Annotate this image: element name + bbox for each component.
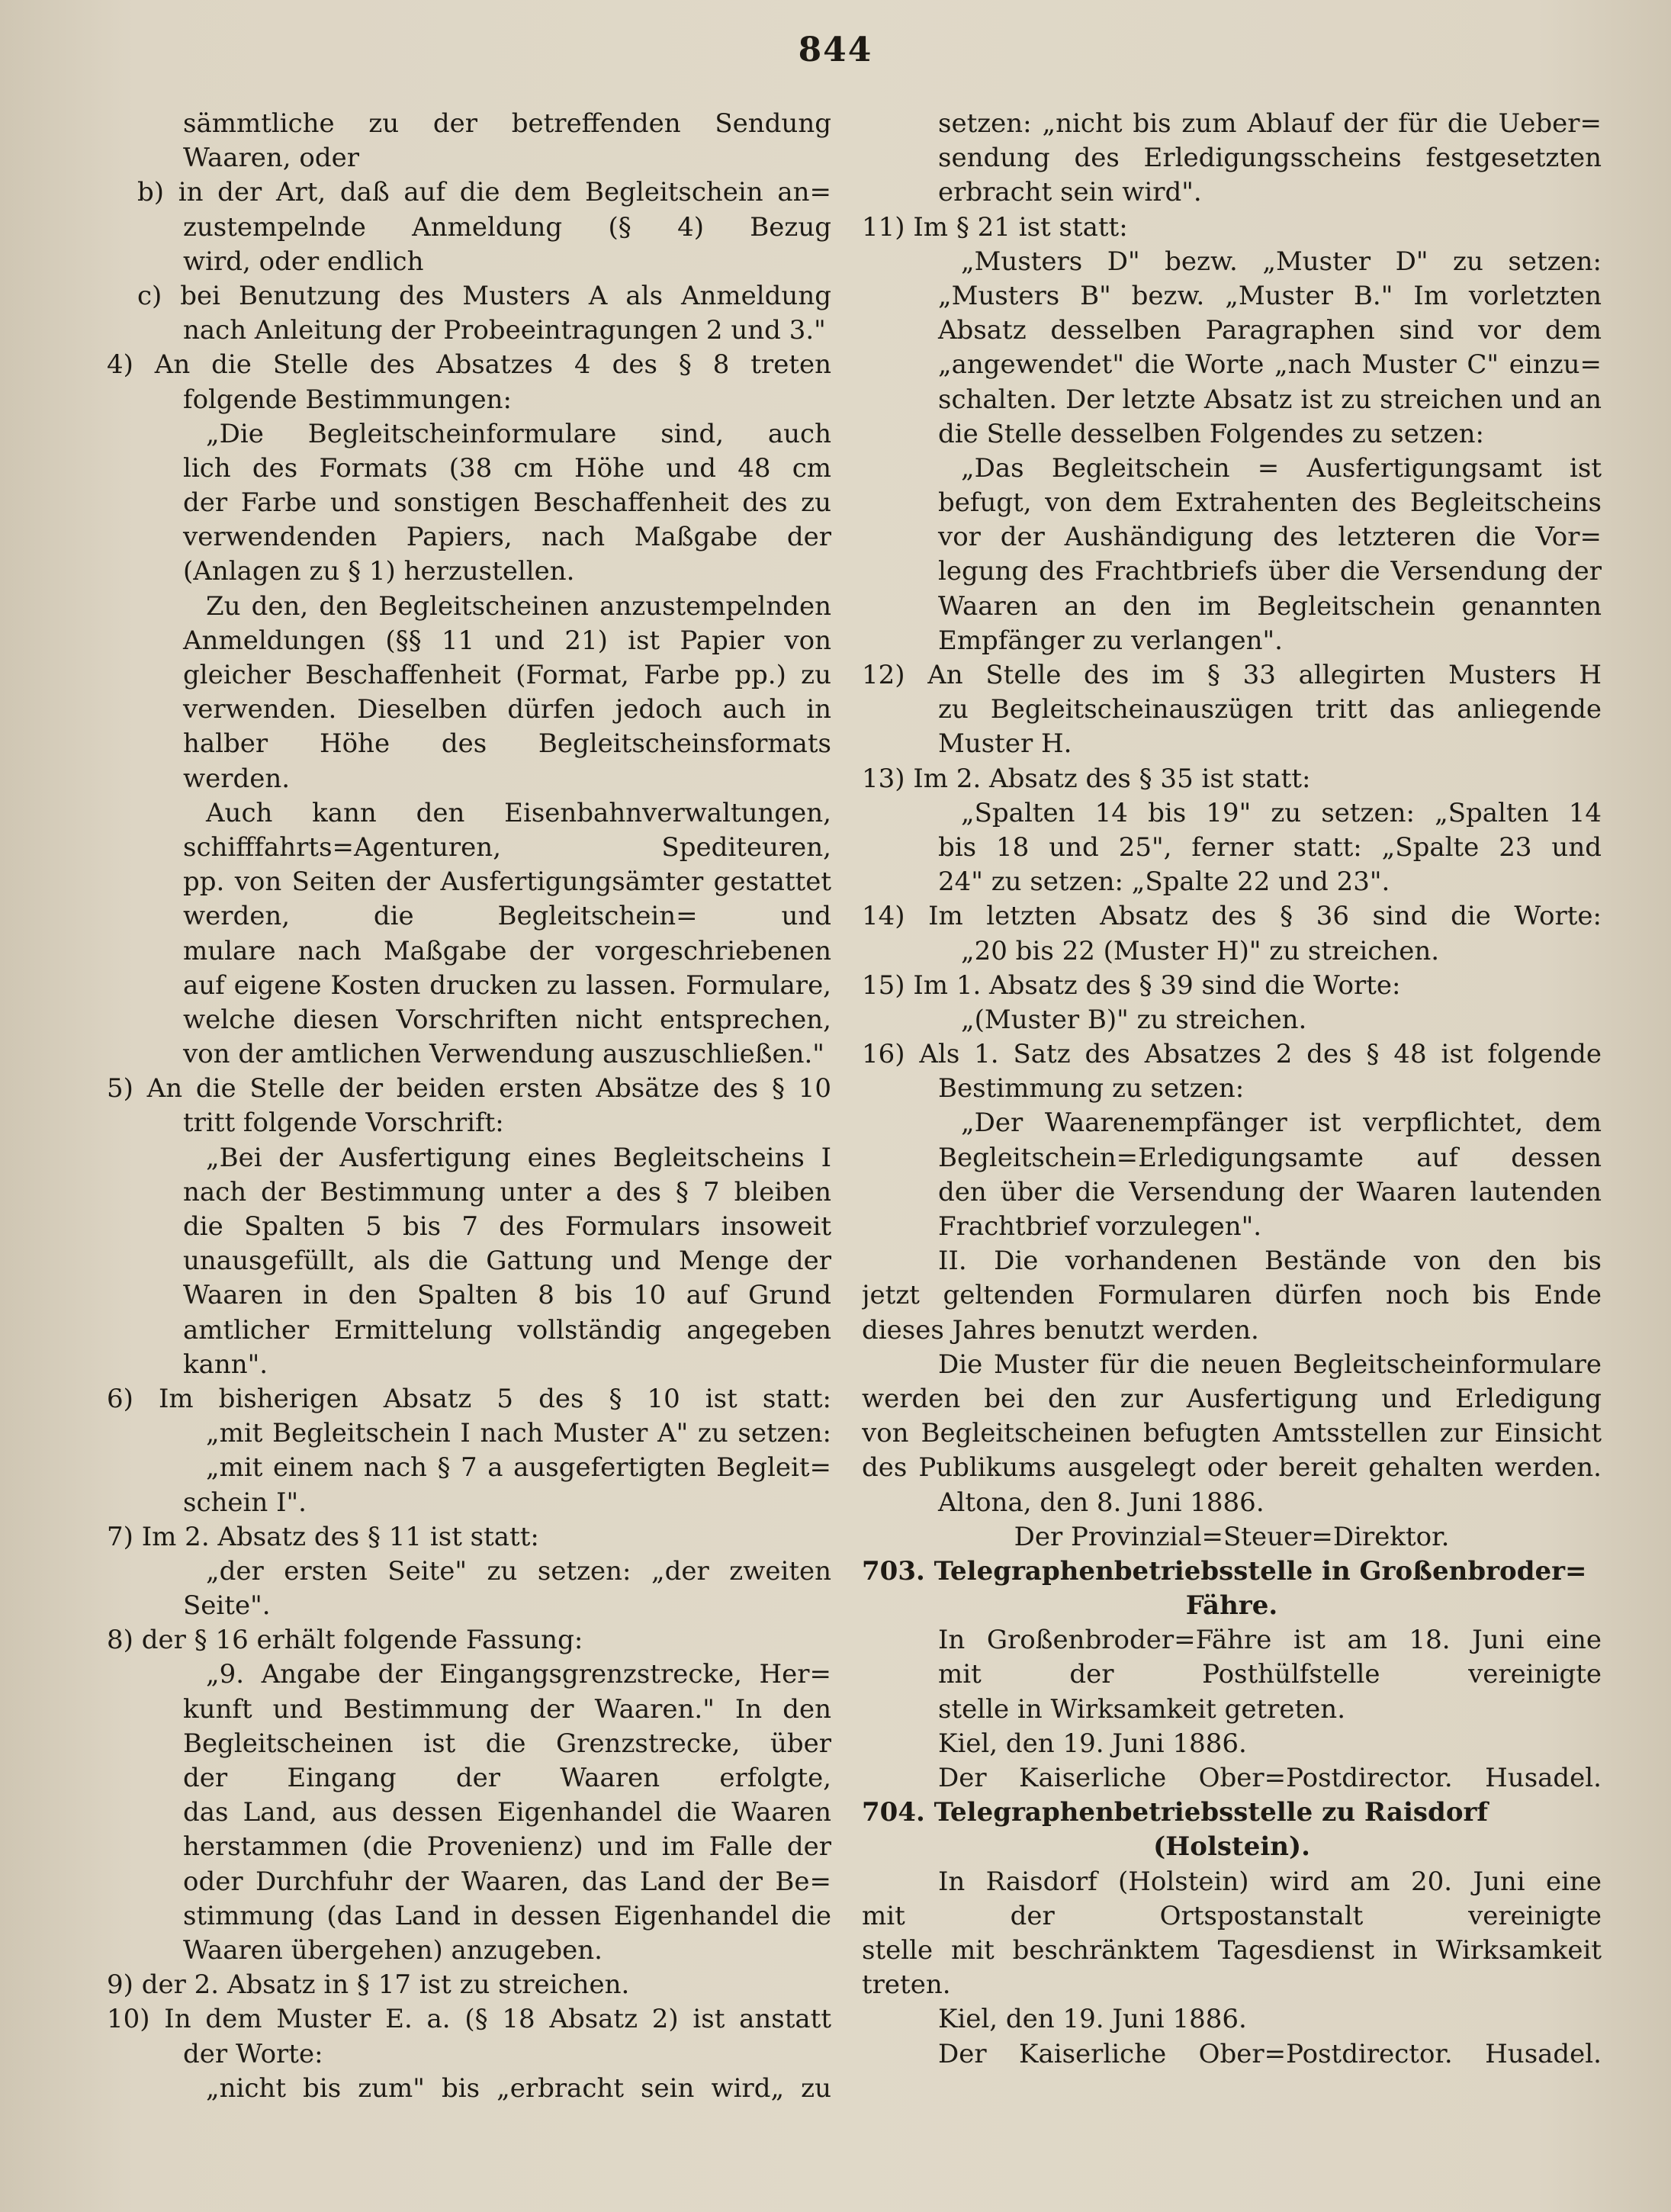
- right-column-line: von Begleitscheinen befugten Amtsstellen zur Einsicht: [862, 1418, 1602, 1449]
- right-column-line: Frachtbrief vorzulegen".: [938, 1211, 1262, 1242]
- left-column: [107, 107, 831, 2106]
- right-column-line: In Großenbroder=Fähre ist am 18. Juni eine: [938, 1625, 1602, 1656]
- right-column-line: Die Muster für die neuen Begleitscheinformulare: [938, 1349, 1602, 1380]
- left-column-line: lich des Formats (38 cm Höhe und 48 cm: [183, 452, 831, 484]
- right-column-line: erbracht sein wird".: [938, 177, 1202, 208]
- left-column-line: nach der Bestimmung unter a des § 7 bleiben: [183, 1176, 831, 1207]
- right-column-line: sendung des Erledigungsscheins festgesetzten: [938, 143, 1602, 174]
- left-column-line: halber Höhe des Begleitscheinsformats: [183, 728, 831, 760]
- left-column-line: amtlicher Ermittelung vollständig angegeben: [183, 1314, 831, 1346]
- right-column-line: „Der Waarenempfänger ist verpflichtet, dem: [961, 1108, 1602, 1139]
- right-column-line: „Musters D" bezw. „Muster D" zu setzen:: [961, 246, 1602, 277]
- left-column-line: Auch kann den Eisenbahnverwaltungen,: [206, 797, 831, 828]
- right-column-line: mit der Posthülfstelle vereinigte: [938, 1659, 1602, 1690]
- left-column-line: „Die Begleitscheinformulare sind, auch: [206, 418, 831, 449]
- right-column-line: Bestimmung zu setzen:: [938, 1073, 1245, 1104]
- left-column-line: werden.: [183, 763, 291, 794]
- right-column-line: 12) An Stelle des im § 33 allegirten Musters H: [862, 660, 1602, 690]
- right-column-line: stelle in Wirksamkeit getreten.: [938, 1693, 1346, 1725]
- left-column-line: schifffahrts=Agenturen, Spediteuren,: [183, 831, 831, 863]
- right-column-line: setzen: „nicht bis zum Ablauf der für die Ueber=: [938, 108, 1602, 139]
- right-column-line: werden bei den zur Ausfertigung und Erledigung: [862, 1383, 1602, 1414]
- left-column-line: Begleitscheinen ist die Grenzstrecke, über: [183, 1728, 831, 1759]
- left-column-line: „9. Angabe der Eingangsgrenzstrecke, Her=: [206, 1659, 831, 1690]
- left-column-line: tritt folgende Vorschrift:: [183, 1108, 504, 1139]
- right-column-line: die Stelle desselben Folgendes zu setzen:: [938, 418, 1484, 449]
- right-column-line: „Musters B" bezw. „Muster B." Im vorletzten: [938, 280, 1602, 311]
- left-column-line: herstammen (die Provenienz) und im Falle der: [183, 1831, 831, 1863]
- right-column-line: Begleitschein=Erledigungsamte auf dessen: [938, 1142, 1602, 1173]
- right-column-line: legung des Frachtbriefs über die Versendung der: [938, 556, 1602, 587]
- left-column-line: 5) An die Stelle der beiden ersten Absätze des § 10: [107, 1073, 831, 1104]
- right-column-line: Altona, den 8. Juni 1886.: [938, 1487, 1264, 1518]
- right-column-line: den über die Versendung der Waaren lautenden: [938, 1176, 1602, 1207]
- right-column-line: Waaren an den im Begleitschein genannten: [938, 590, 1602, 622]
- right-column-line: Der Kaiserliche Ober=Postdirector. Husadel.: [938, 1763, 1602, 1793]
- left-column-line: Anmeldungen (§§ 11 und 21) ist Papier von: [183, 625, 831, 656]
- left-column-line: „mit einem nach § 7 a ausgefertigten Begleit=: [206, 1452, 831, 1484]
- right-column-line: Empfänger zu verlangen".: [938, 625, 1283, 656]
- left-column-line: „mit Begleitschein I nach Muster A" zu setzen:: [206, 1418, 831, 1449]
- left-column-line: „Bei der Ausfertigung eines Begleitscheins I: [206, 1142, 831, 1173]
- left-column-line: 8) der § 16 erhält folgende Fassung:: [107, 1625, 583, 1656]
- right-column-line: bis 18 und 25", ferner statt: „Spalte 23 und: [938, 831, 1602, 863]
- left-column-line: kunft und Bestimmung der Waaren." In den: [183, 1693, 831, 1725]
- left-column-line: Seite".: [183, 1590, 271, 1622]
- right-column-line: Absatz desselben Paragraphen sind vor dem: [938, 315, 1602, 346]
- left-column-line: „nicht bis zum" bis „erbracht sein wird„ zu: [206, 2072, 831, 2104]
- right-column-line: Der Kaiserliche Ober=Postdirector. Husadel.: [938, 2038, 1602, 2069]
- right-column-line: 704. Telegraphenbetriebsstelle zu Raisdorf: [862, 1797, 1489, 1828]
- right-column-line: 24" zu setzen: „Spalte 22 und 23".: [938, 866, 1390, 898]
- left-column-line: Waaren übergehen) anzugeben.: [183, 1934, 603, 1966]
- left-column-line: welche diesen Vorschriften nicht entsprechen,: [183, 1004, 831, 1035]
- left-column-line: folgende Bestimmungen:: [183, 384, 513, 415]
- right-column-line: Der Provinzial=Steuer=Direktor.: [1014, 1521, 1450, 1552]
- right-column-line: „(Muster B)" zu streichen.: [961, 1004, 1307, 1035]
- left-column-line: pp. von Seiten der Ausfertigungsämter gestattet: [183, 866, 831, 898]
- right-column-line: zu Begleitscheinauszügen tritt das anliegende: [938, 694, 1602, 725]
- left-column-line: der Farbe und sonstigen Beschaffenheit des zu: [183, 487, 831, 519]
- left-column-line: verwenden. Dieselben dürfen jedoch auch in: [183, 694, 831, 725]
- right-column-line: „angewendet" die Worte „nach Muster C" einzu=: [938, 349, 1602, 381]
- left-column-line: (Anlagen zu § 1) herzustellen.: [183, 556, 575, 587]
- right-column-line: 11) Im § 21 ist statt:: [862, 211, 1128, 243]
- left-column-line: nach Anleitung der Probeeintragungen 2 und 3.": [183, 315, 826, 346]
- right-column-line: Kiel, den 19. Juni 1886.: [938, 1728, 1247, 1759]
- left-column-line: „der ersten Seite" zu setzen: „der zweiten: [206, 1555, 831, 1587]
- right-column-line: befugt, von dem Extrahenten des Begleitscheins: [938, 487, 1602, 519]
- right-column-line: schalten. Der letzte Absatz ist zu streichen und an: [938, 384, 1602, 415]
- left-column-line: sämmtliche zu der betreffenden Sendung: [183, 108, 831, 139]
- left-column-line: Waaren, oder: [183, 143, 360, 174]
- right-column-line: „Spalten 14 bis 19" zu setzen: „Spalten 14: [961, 797, 1602, 828]
- right-column-line: Fähre.: [1185, 1590, 1278, 1622]
- right-column-line: des Publikums ausgelegt oder bereit gehalten werden.: [862, 1452, 1602, 1484]
- right-column-line: In Raisdorf (Holstein) wird am 20. Juni eine: [938, 1866, 1602, 1897]
- right-column-line: dieses Jahres benutzt werden.: [862, 1314, 1259, 1346]
- left-column-line: verwendenden Papiers, nach Maßgabe der: [183, 522, 831, 553]
- left-column-line: der Worte:: [183, 2038, 323, 2069]
- right-column-line: Muster H.: [938, 728, 1072, 760]
- left-column-line: zustempelnde Anmeldung (§ 4) Bezug: [183, 211, 831, 243]
- left-column-line: auf eigene Kosten drucken zu lassen. Formulare,: [183, 969, 831, 1001]
- left-column-line: Zu den, den Begleitscheinen anzustempelnden: [206, 590, 831, 622]
- left-column-line: werden, die Begleitschein= und: [183, 901, 831, 932]
- left-column-line: stimmung (das Land in dessen Eigenhandel die: [183, 1900, 831, 1931]
- left-column-line: b) in der Art, daß auf die dem Begleitschein an=: [137, 177, 831, 208]
- right-column-line: jetzt geltenden Formularen dürfen noch bis Ende: [862, 1280, 1602, 1311]
- right-column-line: II. Die vorhandenen Bestände von den bis: [938, 1246, 1602, 1277]
- left-column-line: von der amtlichen Verwendung auszuschließen.": [183, 1039, 824, 1070]
- right-column-line: 16) Als 1. Satz des Absatzes 2 des § 48 ist folgende: [862, 1039, 1602, 1070]
- left-column-line: das Land, aus dessen Eigenhandel die Waaren: [183, 1797, 831, 1828]
- left-column-line: mulare nach Maßgabe der vorgeschriebenen: [183, 935, 831, 966]
- left-column-line: unausgefüllt, als die Gattung und Menge der: [183, 1246, 831, 1277]
- right-column-line: Kiel, den 19. Juni 1886.: [938, 2004, 1247, 2035]
- left-column-line: der Eingang der Waaren erfolgte,: [183, 1763, 831, 1793]
- right-column-line: stelle mit beschränktem Tagesdienst in Wirksamkeit: [862, 1934, 1602, 1966]
- right-column-line: vor der Aushändigung des letzteren die Vor=: [938, 522, 1602, 553]
- page-number: 844: [798, 31, 873, 69]
- right-column-line: „20 bis 22 (Muster H)" zu streichen.: [961, 935, 1440, 966]
- left-column-line: 10) In dem Muster E. a. (§ 18 Absatz 2) ist anstatt: [107, 2004, 831, 2035]
- left-column-line: 4) An die Stelle des Absatzes 4 des § 8 treten: [107, 349, 831, 381]
- right-column-line: 13) Im 2. Absatz des § 35 ist statt:: [862, 763, 1311, 794]
- right-column-line: 14) Im letzten Absatz des § 36 sind die Worte:: [862, 901, 1602, 932]
- left-column-line: Waaren in den Spalten 8 bis 10 auf Grund: [183, 1280, 831, 1311]
- left-column-line: oder Durchfuhr der Waaren, das Land der Be=: [183, 1866, 831, 1897]
- left-column-line: wird, oder endlich: [183, 246, 424, 277]
- left-column-line: schein I".: [183, 1487, 307, 1518]
- left-column-line: die Spalten 5 bis 7 des Formulars insoweit: [183, 1211, 831, 1242]
- right-column-line: 15) Im 1. Absatz des § 39 sind die Worte:: [862, 969, 1401, 1001]
- left-column-line: 6) Im bisherigen Absatz 5 des § 10 ist statt:: [107, 1383, 831, 1414]
- left-column-line: 7) Im 2. Absatz des § 11 ist statt:: [107, 1521, 539, 1552]
- right-column-line: mit der Ortspostanstalt vereinigte: [862, 1900, 1602, 1931]
- left-column-line: 9) der 2. Absatz in § 17 ist zu streichen.: [107, 1969, 630, 2001]
- right-column-line: 703. Telegraphenbetriebsstelle in Großenbroder=: [862, 1555, 1587, 1587]
- left-column-line: c) bei Benutzung des Musters A als Anmeldung: [137, 280, 831, 311]
- right-column-line: „Das Begleitschein = Ausfertigungsamt ist: [961, 452, 1602, 484]
- left-column-line: kann".: [183, 1349, 268, 1380]
- right-column-line: treten.: [862, 1969, 951, 2001]
- left-column-line: gleicher Beschaffenheit (Format, Farbe pp.) zu: [183, 660, 831, 690]
- right-column: [862, 107, 1602, 2072]
- right-column-line: (Holstein).: [1153, 1831, 1310, 1863]
